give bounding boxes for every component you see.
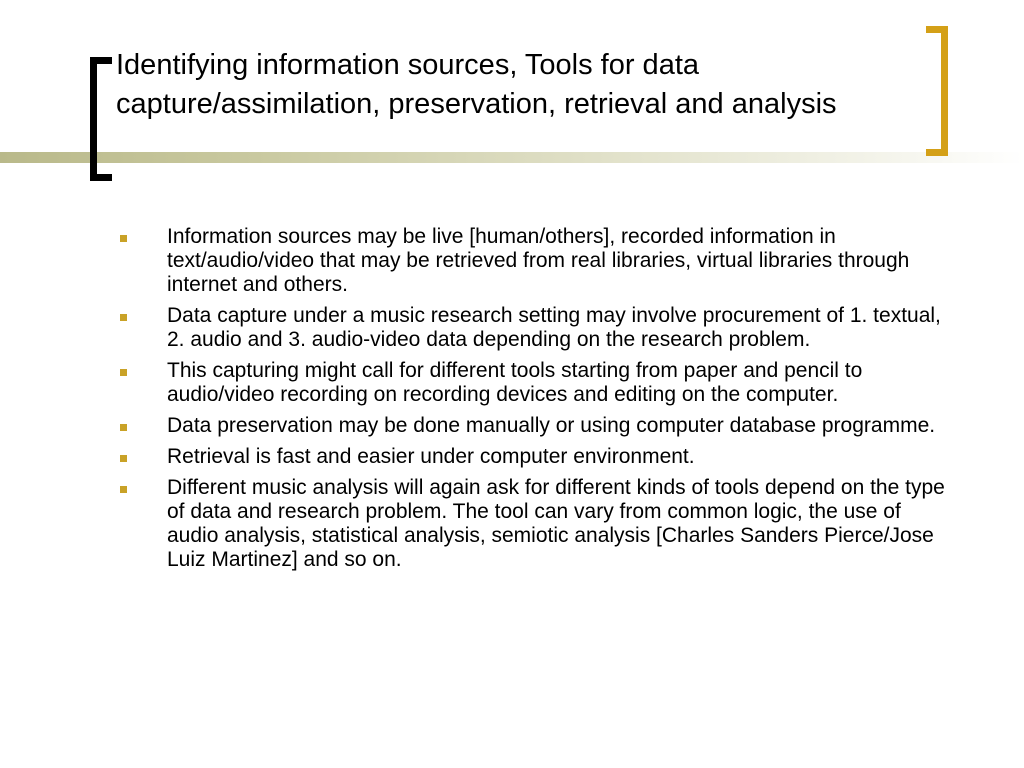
bullet-text: Retrieval is fast and easier under computer environment. bbox=[167, 445, 695, 468]
bullet-list bbox=[118, 225, 948, 579]
bullet-text: Different music analysis will again ask for different kinds of tools depend on the type of data and research problem. The tool can vary from common logic, the use of audio analysis, statistical analysis, semiotic analysis [Charles Sanders Pierce/Jose Luiz Martinez] and so on. bbox=[167, 476, 945, 571]
bullet-text: Data preservation may be done manually or using computer database programme. bbox=[167, 414, 936, 437]
title-gradient-band bbox=[0, 152, 1024, 163]
square-bullet-icon bbox=[120, 486, 127, 493]
right-bracket-decoration bbox=[926, 26, 948, 156]
bullet-item bbox=[118, 359, 948, 407]
left-bracket-decoration bbox=[90, 57, 112, 181]
slide-title: Identifying information sources, Tools for data capture/assimilation, preservation, retrieval and analysis bbox=[116, 49, 837, 120]
bullet-item bbox=[118, 414, 948, 438]
bullet-item bbox=[118, 225, 948, 297]
bullet-text: Data capture under a music research setting may involve procurement of 1. textual, 2. audio and 3. audio-video data depending on the research problem. bbox=[167, 304, 941, 351]
bullet-text: Information sources may be live [human/others], recorded information in text/audio/video that may be retrieved from real libraries, virtual libraries through internet and others. bbox=[167, 225, 910, 296]
bullet-item bbox=[118, 476, 948, 572]
bullet-item bbox=[118, 445, 948, 469]
square-bullet-icon bbox=[120, 235, 127, 242]
square-bullet-icon bbox=[120, 424, 127, 431]
square-bullet-icon bbox=[120, 455, 127, 462]
square-bullet-icon bbox=[120, 369, 127, 376]
bullet-text: This capturing might call for different tools starting from paper and pencil to audio/video recording on recording devices and editing on the computer. bbox=[167, 359, 863, 406]
bullet-item bbox=[118, 304, 948, 352]
square-bullet-icon bbox=[120, 314, 127, 321]
